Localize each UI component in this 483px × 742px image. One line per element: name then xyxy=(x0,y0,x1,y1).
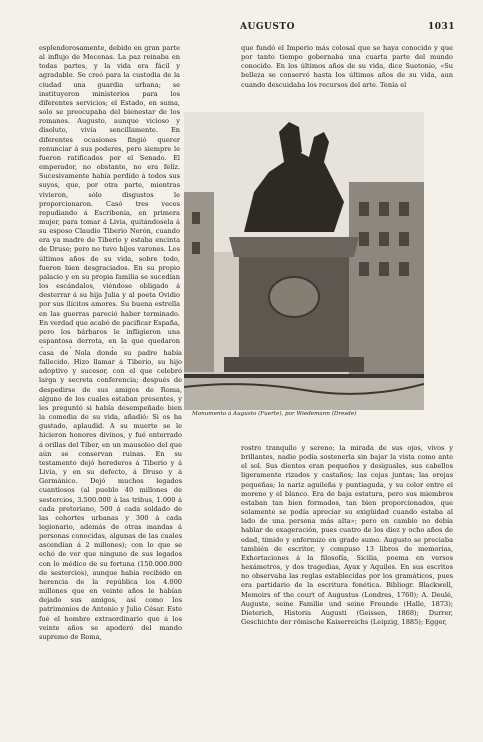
page-title: AUGUSTO xyxy=(240,22,295,32)
monument-photo xyxy=(184,112,424,410)
page-header xyxy=(40,22,455,36)
left-column-paragraph: esplendorosamente, debido en gran parte al influjo de Mecenas. La paz reinaba en todas partes, y la vida era fácil y agradable. Se creó para la custodia de la ciudad una guardia urbana; se instituyeron ministerios para los diferentes servicios; el Estado, en suma, solo se preocupaba del bienestar de los romanos. Augusto, aunque vicioso y disoluto, vivía sencillamente. En diferentes ocasiones fingió querer renunciar á sus poderes, pero siempre le fueron ratificados por el Senado. El emperador, no obstante, no era feliz. Sucesivamente había perdido á todos sus suyos, que, por otra parte, mientras vivieron, sólo disgustos le proporcionaron. Casó tres veces repudiando á Escribonia, en primera mujer, para tomar á Livia, quitándosela á su esposo Claudio Tiberio Nerón, cuando era ya madre de Tiberio y estaba encinta de Druso; pero no tuvo hijos varones. Los últimos años de su vida, sobre todo, fueron bien desgraciados. En su propio palacio y en su propia familia se sucedían los escándalos, viéndose obligado á desterrar á su hija Julia y al poeta Ovidio por sus ilícitos amores. Su buena estrella en las guerras pareció haber terminado. En verdad que acabó de pacificar España, pero los bárbaros le infligieron una espantosa derrota, en la que quedaron xyxy=(39,44,180,345)
page-number: 1031 xyxy=(427,22,455,32)
photo-caption: Monumento á Augusto (Fuerte), por Wiedemann (Dresde) xyxy=(192,411,357,417)
bottom-left-column-text xyxy=(39,349,182,709)
left-column-text xyxy=(39,44,180,348)
bottom-left-paragraph: casa de Nola donde su padre había fallecido. Hizo llamar á Tiberio, su hijo adoptivo y sucesor, con el que celebró larga y secreta conferencia; después de despedirse de sus amigos de Roma, alguno de los cuales estaban presentes, y les preguntó si había desempeñado bien la comedia de su vida, añadió: Si os ha gustado, aplaudid. A su muerte se le hicieron honores divinos, y fué enterrado á orillas del Tíber, en un mausoleo del que aún se conservan ruinas. En su testamento dejó herederos á Tiberio y á Livia, y en su defecto, á Druso y á Germánico. Dejó muchos legados cuantiosos (al pueblo 40 millones de sestercios, 3.500.000 á las tribus, 1.000 á cada pretoriano, 500 á cada soldado de las cohortes urbanas y 300 á cada legionario, además de otras mandas á personas conocidas, algunas de las cuales ascendían á 2 millones); con lo que se echó de ver que ninguno de sus legados con lo médico de su fortuna (150.000.000 de sestercios), aunque había recibido en herencia de la república los 4.000 millones que en veinte años le habían dejado sus amigos, así como los patrimonios de Antonio y Julio César. Este fué el hombre extraordinario que á los veinte años se apoderó del mando supremo de Roma, xyxy=(39,349,182,641)
right-bottom-paragraph: rostro tranquilo y sereno; la mirada de sus ojos, vivos y brillantes, nadie podía sostenerla sin bajar la vista como ante el sol. Sus dientes eran pequeños y desiguales, sus cabellos ligeramente rizados y castaños; las cejas juntas; las orejas pequeñas; la nariz aguileña y puntiaguda, y su color entre el moreno y el blanco. Era de baja estatura, pero sus miembros estaban tan bien formados, tan bien proporcionados, que solamente se podía apreciar su exigüidad cuando estaba al lado de una persona más alta»; pero en cambio no debía hablar de exageración, pues cuatro de los diez y ocho años de edad, tímido y enfermizo en grado sumo. Augusto se preciaba también de escritor, y compuso 13 libros de memorias, Exhortaciones á la filosofía, Sicilia, poema en versos hexámetros, y dos tragedias, Ayax y Aquiles. En sus escritos no observaba las reglas establecidas por los gramáticos, pues era partidario de la escritura fonética. Bibliogr. Blackwell, Memoirs of the court of Augustus (Londres, 1760); A. Deulé, Auguste, seine Familie und seine Freunde (Halle, 1873); Dieterich, Historia Augusti (Geissen, 1868); Durrer, Geschichte der römische Kaiserreichs (Leipzig, 1885); Egger, xyxy=(241,444,453,626)
equestrian-statue-image xyxy=(184,112,424,410)
right-column-bottom-text xyxy=(241,444,453,709)
right-top-paragraph: que fundó el Imperio más colosal que se haya conocido y que por tanto tiempo gobernaba una cuarta parte del mundo conocido. En los últimos años de su vida, dice Suetonio, «Su belleza se conservó hasta los últimos años de su vida, aun cuando descuidaba los recursos del arte. Tenía el xyxy=(241,44,453,89)
